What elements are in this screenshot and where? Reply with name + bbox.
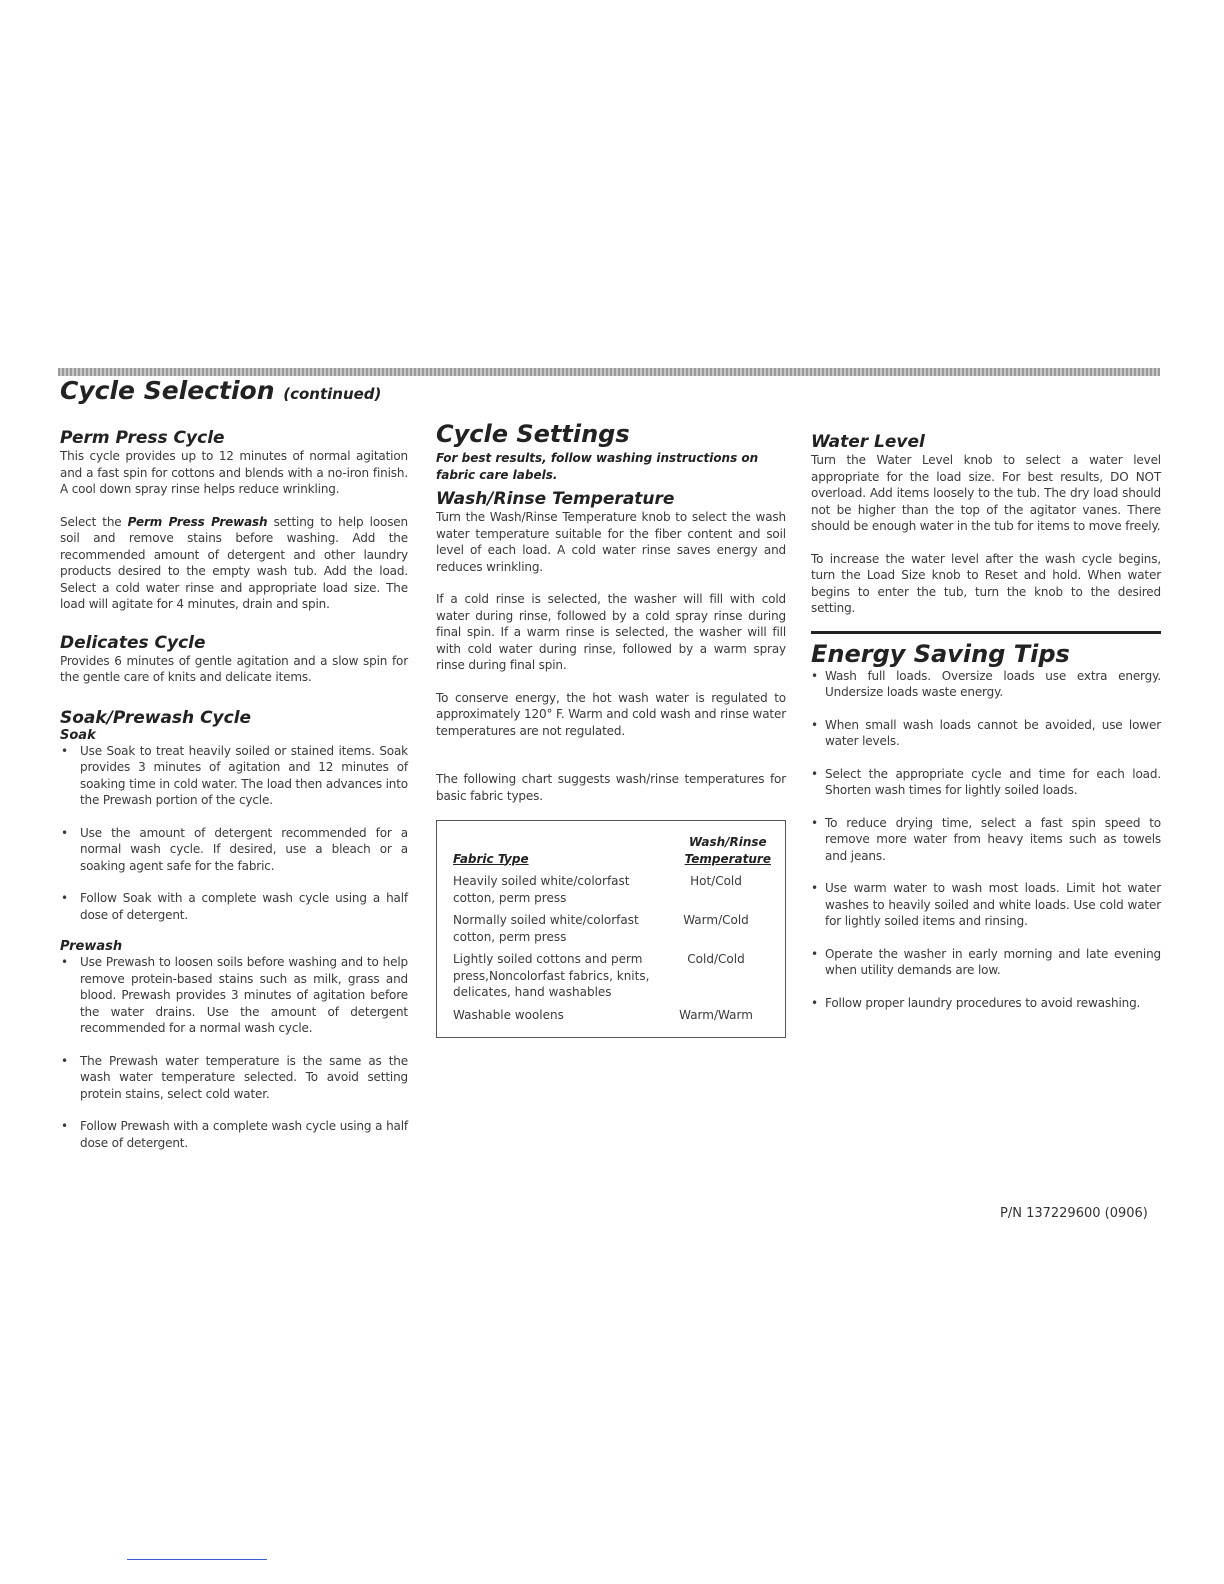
water-level-paragraph-1: Turn the Water Level knob to select a water level appropriate for the load size. For best results, DO NOT overload. Add items loosely to the tub. The dry load should not be higher than the top of the agitator vanes. There should be enough water in the tub for items to move freely.	[811, 453, 1161, 533]
list-item-text: Follow Soak with a complete wash cycle using a half dose of detergent.	[80, 891, 408, 922]
list-item	[811, 717, 1161, 750]
soak-prewash-heading: Soak/Prewash Cycle	[60, 707, 252, 728]
column-middle	[436, 420, 786, 1038]
prewash-list	[60, 954, 408, 1151]
prewash-subheading: Prewash	[60, 939, 123, 954]
bullet-icon: •	[811, 815, 818, 830]
list-item	[811, 880, 1161, 930]
list-item	[60, 1118, 408, 1151]
perm-press-p2-pre: Select the	[60, 514, 128, 529]
perm-press-prewash-term: Perm Press Prewash	[127, 514, 268, 529]
temperature-cell: Warm/Cold	[683, 913, 749, 927]
fabric-type-header: Fabric Type	[453, 851, 529, 866]
list-item	[811, 668, 1161, 701]
wash-rinse-heading: Wash/Rinse Temperature	[436, 489, 675, 509]
temperature-header-line1: Wash/Rinse	[688, 835, 767, 849]
delicates-paragraph: Provides 6 minutes of gentle agitation and a slow spin for the gentle care of knits and delicate items.	[60, 653, 408, 684]
column-right	[811, 430, 1161, 1011]
list-item-text: Use the amount of detergent recommended for a normal wash cycle. If desired, use a bleach or a soaking agent safe for the fabric.	[80, 825, 408, 873]
list-item	[811, 815, 1161, 865]
bullet-icon: •	[61, 955, 68, 969]
temperature-table	[436, 820, 786, 1038]
temperature-header	[685, 834, 771, 867]
temperature-header-line2: Temperature	[684, 851, 771, 866]
bullet-icon: •	[61, 1053, 68, 1068]
bullet-icon: •	[811, 995, 818, 1010]
delicates-heading: Delicates Cycle	[60, 632, 206, 653]
bullet-icon: •	[811, 668, 818, 683]
section-rule-bar	[58, 368, 1160, 376]
page-title-text: Cycle Selection	[60, 376, 275, 405]
table-row	[453, 873, 771, 906]
wash-rinse-paragraph-4: The following chart suggests wash/rinse temperatures for basic fabric types.	[436, 772, 786, 803]
bullet-icon: •	[811, 717, 818, 732]
list-item-text: Use warm water to wash most loads. Limit hot water washes to heavily soiled and white loads. Use cold water for lightly soiled items and rinsing.	[825, 881, 1161, 928]
divider	[811, 631, 1161, 634]
bullet-icon: •	[811, 946, 818, 961]
list-item-text: Follow Prewash with a complete wash cycle using a half dose of detergent.	[80, 1119, 408, 1150]
wash-rinse-paragraph-2: If a cold rinse is selected, the washer will fill with cold water during rinse, followed by a cold spray rinse during final spin. If a warm rinse is selected, the washer will fill with cold water during rinse, followed by a warm spray rinse during final spin.	[436, 592, 786, 672]
perm-press-heading: Perm Press Cycle	[60, 428, 225, 448]
list-item	[60, 825, 408, 875]
list-item-text: Wash full loads. Oversize loads use extra energy. Undersize loads waste energy.	[825, 668, 1161, 699]
temperature-cell: Cold/Cold	[687, 952, 745, 966]
table-header	[453, 833, 771, 867]
cycle-settings-heading: Cycle Settings	[436, 420, 630, 448]
perm-press-paragraph-1: This cycle provides up to 12 minutes of normal agitation and a fast spin for cottons and blends with a no-iron finish. A cool down spray rinse helps reduce wrinkling.	[60, 449, 408, 496]
list-item-text: To reduce drying time, select a fast spin speed to remove more water from heavy items such as towels and jeans.	[825, 815, 1161, 863]
temperature-cell: Hot/Cold	[690, 874, 742, 888]
table-row	[453, 1007, 771, 1024]
list-item	[60, 954, 408, 1037]
soak-subheading: Soak	[60, 727, 96, 743]
list-item-text: Use Soak to treat heavily soiled or stained items. Soak provides 3 minutes of agitation and 12 minutes of soaking time in cold water. The load then advances into the Prewash portion of the cycle.	[80, 743, 408, 807]
list-item-text: Follow proper laundry procedures to avoid rewashing.	[825, 995, 1141, 1010]
list-item-text: Use Prewash to loosen soils before washing and to help remove protein-based stains such as milk, grass and blood. Prewash provides 3 minutes of agitation before the water drains. Use the amount of detergent recommended for a normal wash cycle.	[80, 955, 408, 1035]
list-item	[811, 766, 1161, 799]
table-row	[453, 912, 771, 945]
list-item	[60, 1053, 408, 1103]
page-title-suffix: (continued)	[283, 385, 382, 403]
table-row	[453, 951, 771, 1001]
wash-rinse-paragraph-3: To conserve energy, the hot wash water is regulated to approximately 120° F. Warm and cold wash and rinse water temperatures are not regulated.	[436, 690, 786, 738]
page-title	[60, 376, 381, 405]
fabric-cell: Normally soiled white/colorfast cotton, perm press	[453, 913, 639, 944]
bullet-icon: •	[811, 881, 818, 895]
bullet-icon: •	[811, 766, 818, 781]
list-item-text: Select the appropriate cycle and time for each load. Shorten wash times for lightly soiled loads.	[825, 766, 1161, 797]
fabric-cell: Washable woolens	[453, 1007, 564, 1022]
soak-list	[60, 743, 408, 924]
wash-rinse-paragraph-1: Turn the Wash/Rinse Temperature knob to select the wash water temperature suitable for the fiber content and soil level of each load. A cold water rinse saves energy and reduces wrinkling.	[436, 510, 786, 574]
fabric-cell: Lightly soiled cottons and perm press,Noncolorfast fabrics, knits, delicates, hand washables	[453, 952, 650, 999]
bullet-icon: •	[61, 825, 68, 840]
list-item	[60, 890, 408, 923]
part-number: P/N 137229600 (0906)	[1000, 1206, 1148, 1221]
bullet-icon: •	[61, 743, 68, 758]
temperature-cell: Warm/Warm	[679, 1007, 753, 1022]
list-item-text: When small wash loads cannot be avoided, use lower water levels.	[825, 717, 1161, 748]
energy-tips-list	[811, 668, 1161, 1012]
energy-tips-heading: Energy Saving Tips	[811, 639, 1070, 668]
fabric-cell: Heavily soiled white/colorfast cotton, perm press	[453, 874, 630, 905]
perm-press-paragraph-2	[60, 514, 408, 613]
link-underline	[127, 1559, 267, 1560]
list-item	[60, 743, 408, 809]
cycle-settings-subtitle: For best results, follow washing instructions on fabric care labels.	[436, 451, 759, 482]
bullet-icon: •	[61, 1119, 68, 1133]
list-item	[811, 995, 1161, 1012]
bullet-icon: •	[61, 891, 68, 905]
list-item-text: The Prewash water temperature is the same as the wash water temperature selected. To avoid setting protein stains, select cold water.	[80, 1053, 408, 1101]
water-level-heading: Water Level	[811, 432, 925, 452]
perm-press-p2-post: setting to help loosen soil and remove stains before washing. Add the recommended amount of detergent and other laundry products desired to the empty wash tub. Add the load. Select a cold water rinse and appropriate load size. The load will agitate for 4 minutes, drain and spin.	[60, 514, 408, 611]
list-item-text: Operate the washer in early morning and late evening when utility demands are low.	[825, 946, 1161, 977]
column-left	[60, 426, 408, 1151]
water-level-paragraph-2: To increase the water level after the wash cycle begins, turn the Load Size knob to Reset and hold. When water begins to enter the tub, turn the knob to the desired setting.	[811, 551, 1161, 615]
list-item	[811, 946, 1161, 979]
